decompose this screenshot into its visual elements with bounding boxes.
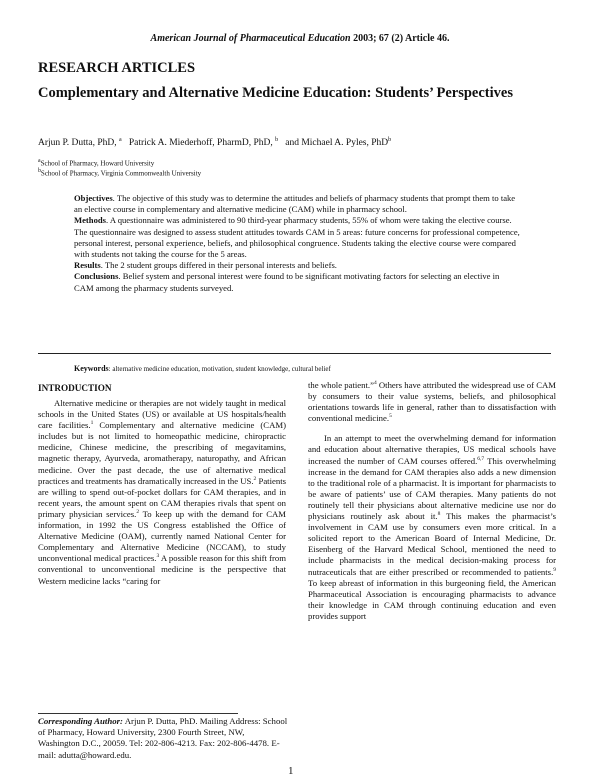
citation-ref: 4 — [373, 380, 377, 387]
author-name: Michael A. Pyles, PhD — [301, 138, 389, 149]
citation-ref: 6,7 — [477, 455, 485, 462]
abstract-objectives — [74, 193, 520, 215]
citation-ref: 2 — [136, 509, 140, 516]
affiliation-marker: a — [38, 158, 41, 164]
corresponding-author-details: Arjun P. Dutta, PhD. Mailing Address: School of Pharmacy, Howard University, 2300 Fourth Street, NW, Washington D.C., 20059. Tel: 202-806-4213. Fax: 202-806-4478. E-mail: adutta@howard.edu. — [38, 716, 288, 760]
citation-ref: 1 — [90, 420, 94, 427]
paragraph: Alternative medicine or therapies are not widely taught in medical schools in the United States (US) or available at US hospitals/health care facilities.$^1$ Complementary and alternative medicine (CAM) includes but is not limited to homeopathic medicine, chiropractic medicine, Chinese medicine, the prescribing of megavitamins, magnetic therapy, Ayurveda, aromatherapy, naturopathy, and African medicine. Over the past decade, the use of alternative medical practices and treatments has dramatically increased in the US.$^2$ Patients are willing to spend out-of-pocket dollars for CAM therapies, and in recent years, the amount spent on CAM therapies rivals that spent on primary physician services.$^2$ To keep up with the demand for CAM information, in 1992 the US Congress established the Office of Alternative Medicine (OAM), currently named National Center for Complementary and Alternative Medicine (NCCAM), to study unconventional medical practices.$^3$ A possible reason for this shift from conventional to unconventional medicine is the perspective that Western medicine lacks “caring for — [38, 398, 286, 586]
authors-and: and — [285, 138, 299, 149]
methods-label: Methods — [74, 215, 106, 226]
author-affiliation-marker: b — [388, 137, 392, 143]
author-list — [38, 137, 391, 148]
body-column-left — [38, 398, 286, 587]
keywords — [74, 364, 520, 373]
abstract-results — [74, 260, 520, 271]
affiliation-marker: b — [38, 168, 41, 174]
conclusions-label: Conclusions — [74, 271, 119, 282]
affiliation-a — [38, 158, 154, 167]
author-affiliation-marker: a — [119, 137, 122, 143]
results-text: . The 2 student groups differed in their personal interests and beliefs. — [100, 260, 337, 271]
affiliation-b — [38, 168, 201, 177]
citation-ref: 2 — [253, 475, 257, 482]
objectives-label: Objectives — [74, 193, 113, 203]
citation-ref: 5 — [389, 413, 392, 420]
footnote-divider — [38, 713, 238, 714]
corresponding-author-label: Corresponding Author: — [38, 716, 123, 726]
abstract — [74, 193, 520, 294]
author-affiliation-marker: b — [275, 137, 279, 143]
paragraph: the whole patient.”$^4$ Others have attributed the widespread use of CAM by consumers to their value systems, beliefs, and philosophical orientations towards life in general, rather than to dissatisfaction with conventional medicine.$^5$ — [308, 380, 556, 424]
citation-ref: 9 — [553, 566, 556, 573]
affiliation-text: School of Pharmacy, Howard University — [40, 159, 155, 168]
objectives-text: . The objective of this study was to determine the attitudes and beliefs of pharmacy students that prompt them to take an elective course in complementary and alternative medicine (CAM) while in pharmacy school. — [74, 193, 516, 215]
article-title: Complementary and Alternative Medicine Education: Students’ Perspectives — [38, 85, 513, 101]
citation-ref: 3 — [156, 553, 160, 560]
abstract-methods — [74, 215, 520, 260]
divider — [38, 353, 551, 354]
corresponding-author — [38, 716, 288, 761]
keywords-text: : alternative medicine education, motivation, student knowledge, cultural belief — [108, 365, 331, 373]
keywords-label: Keywords — [74, 364, 109, 373]
author-name: Patrick A. Miederhoff, PharmD, PhD, — [128, 138, 273, 149]
conclusions-text: . Belief system and personal interest were found to be significant motivating factors for selecting an elective in CAM among the pharmacy students surveyed. — [74, 271, 500, 293]
body-column-right — [308, 380, 556, 622]
paragraph: In an attempt to meet the overwhelming demand for information and education about alternative therapies, US medical schools have increased the number of CAM courses offered.$^{6,7}$ This overwhelming increase in the demand for CAM therapies also adds a new dimension to the traditional role of a pharmacist. It is important for pharmacists to be aware of patients’ use of CAM therapies. Many patients do not routinely tell their physicians about alternative medicine use nor do physicians routinely ask about it.$^8$ This makes the pharmacist’s involvement in CAM use by consumers even more critical. In a solicited report to the American Board of Internal Medicine, Dr. Eisenberg of the Harvard Medical School, mentioned the need to include pharmacists in the medical decision-making process for nutraceuticals that are either prescribed or recommended to patients.$^9$ To keep abreast of information in this burgeoning field, the American Pharmaceutical Association is encouraging pharmacists to advance their knowledge in CAM through continuing education and even provides support — [308, 433, 556, 621]
journal-name: American Journal of Pharmaceutical Education — [150, 33, 351, 44]
section-label: RESEARCH ARTICLES — [38, 60, 196, 76]
journal-citation: 2003; 67 (2) Article 46. — [350, 33, 450, 44]
page-number: 1 — [288, 765, 294, 777]
affiliation-text: School of Pharmacy, Virginia Commonwealth University — [40, 169, 202, 178]
methods-text: . A questionnaire was administered to 90 third-year pharmacy students, 55% of whom were taking the elective course. The questionnaire was designed to assess student attitudes towards CAM in 5 areas: future concerns for professional competence, personal interest, personal experience, beliefs, and philosophical congruence. Students taking the elective course were compared with students not taking the course for the 5 areas. — [74, 215, 520, 260]
abstract-conclusions — [74, 271, 520, 293]
section-heading-introduction: INTRODUCTION — [38, 383, 112, 393]
author-name: Arjun P. Dutta, PhD, — [38, 138, 117, 149]
journal-header — [0, 33, 600, 44]
citation-ref: 8 — [437, 511, 441, 518]
results-label: Results — [74, 260, 101, 271]
